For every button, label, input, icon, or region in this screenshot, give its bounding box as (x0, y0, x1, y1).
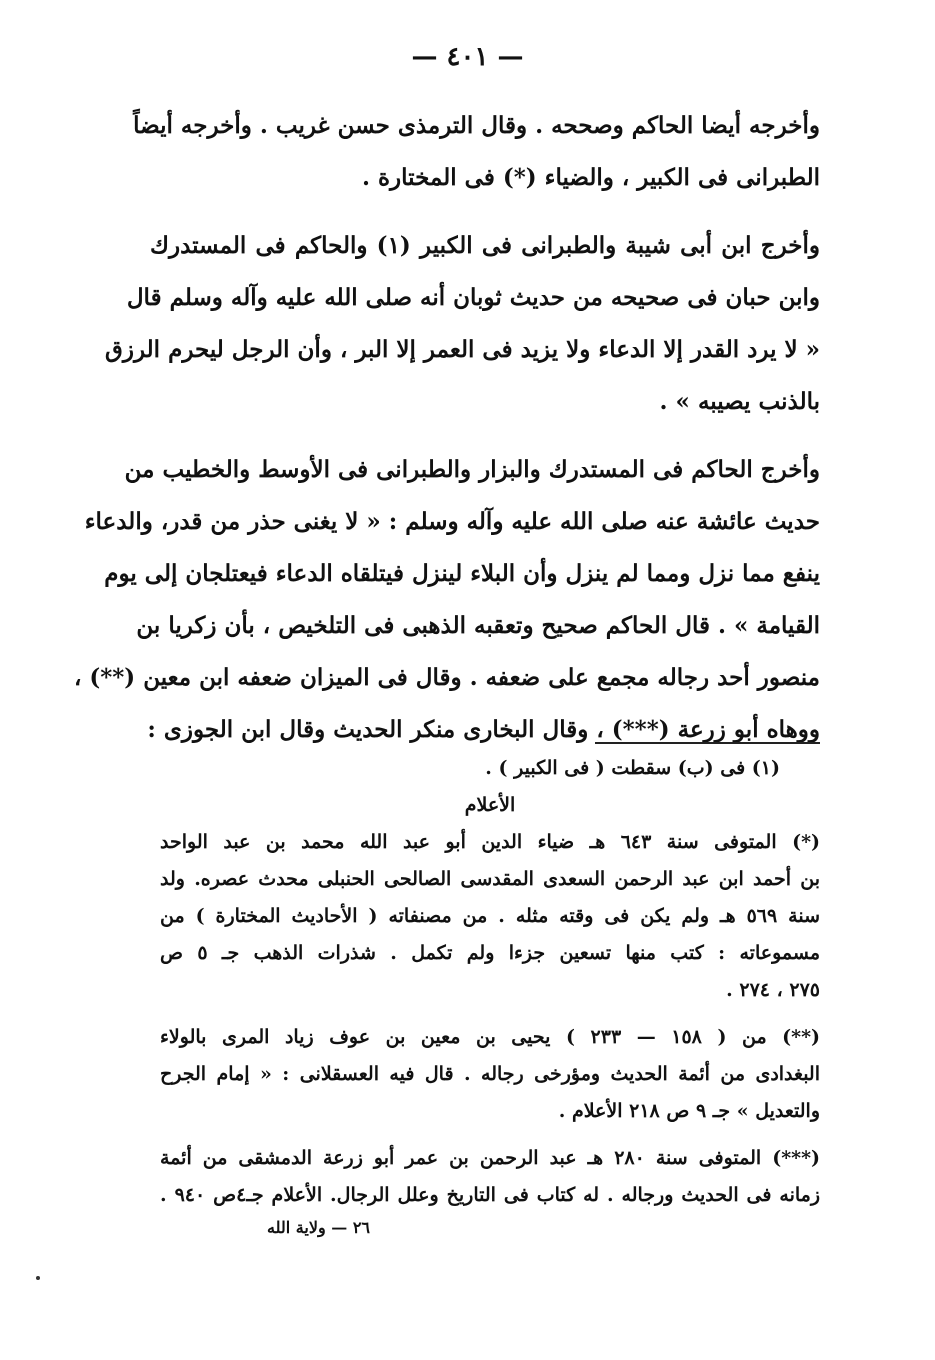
footnote: (١) فى (ب) سقطت ( فى الكبير ) . (485, 757, 780, 779)
text-line: القيامة » . قال الحاكم صحيح وتعقبه الذهبى فى التلخيص ، بأن زكريا بن (136, 612, 820, 639)
note-line: ٢٧٥ ، ٢٧٤ . (726, 979, 820, 1001)
biography-note (160, 824, 820, 1009)
text-line: بالذنب يصيبه » . (659, 388, 820, 415)
signature-line: ٢٦ — ولاية الله (267, 1218, 370, 1237)
paragraph (73, 444, 820, 756)
note-line: بن أحمد ابن عبد الرحمن السعدى المقدسى الصالحى الحنبلى محدث عصره. ولد (160, 868, 820, 890)
note-line: (*) المتوفى سنة ٦٤٣ هـ ضياء الدين أبو عبد الله محمد بن عبد الواحد (160, 831, 820, 853)
text-line: حديث عائشة عنه صلى الله عليه وآله وسلم : « لا يغنى حذر من قدر، والدعاء (84, 508, 820, 535)
notes-section (160, 750, 820, 1242)
text-line: الطبرانى فى الكبير ، والضياء (*) فى المختارة . (361, 164, 820, 191)
biography-note (160, 1019, 820, 1130)
biography-note (160, 1140, 820, 1214)
footnote-divider (595, 742, 820, 744)
note-line: البغدادى من أئمة الحديث ومؤرخى رجاله . قال فيه العسقلانى : « إمام الجرح (160, 1063, 820, 1085)
note-line: (**) من ( ١٥٨ — ٢٣٣ ) يحيى بن معين بن عوف زياد المرى بالولاء (160, 1026, 821, 1048)
page-number: — ٤٠١ — (411, 42, 524, 72)
text-line: « لا يرد القدر إلا الدعاء ولا يزيد فى العمر إلا البر ، وأن الرجل ليحرم الرزق (105, 336, 820, 363)
note-line: زمانه فى الحديث ورجاله . له كتاب فى التاريخ وعلل الرجال. الأعلام جـ٤ص ٩٤٠ . (160, 1184, 820, 1206)
text-line: وأخرج الحاكم فى المستدرك والبزار والطبرانى فى الأوسط والخطيب من (124, 456, 820, 483)
note-line: مسموعاته : كتب منها تسعين جزءا ولم تكمل . شذرات الذهب جـ ٥ ص (160, 942, 820, 964)
note-line: (***) المتوفى سنة ٢٨٠ هـ عبد الرحمن بن عمر أبو زرعة الدمشقى من أئمة (160, 1147, 821, 1169)
note-line: سنة ٥٦٩ هـ ولم يكن فى وقته مثله . من مصنفاته ( الأحاديث المختارة ) من (160, 905, 820, 927)
text-line: ووهاه أبو زرعة (***) ، وقال البخارى منكر الحديث وقال ابن الجوزى : (147, 716, 820, 743)
note-line: والتعديل » جـ ٩ ص ٢١٨ الأعلام . (558, 1100, 820, 1122)
text-line: ينفع مما نزل ومما لم ينزل وأن البلاء لينزل فيتلقاه الدعاء فيعتلجان إلى يوم (104, 560, 820, 587)
main-text (73, 100, 820, 756)
text-line: منصور أحد رجاله مجمع على ضعفه . وقال فى الميزان ضعفه ابن معين (**) ، (73, 664, 820, 691)
text-line: وأخرجه أيضا الحاكم وصححه . وقال الترمذى حسن غريب . وأخرجه أيضاً (133, 112, 820, 139)
paragraph (105, 220, 820, 428)
text-line: وأخرج ابن أبى شيبة والطبرانى فى الكبير (١) والحاكم فى المستدرك (150, 232, 820, 259)
paragraph (133, 100, 820, 204)
text-line: وابن حبان فى صحيحه من حديث ثوبان أنه صلى الله عليه وآله وسلم قال (126, 284, 820, 311)
notes-heading: الأعلام (464, 794, 516, 816)
scan-speck (36, 1276, 40, 1280)
